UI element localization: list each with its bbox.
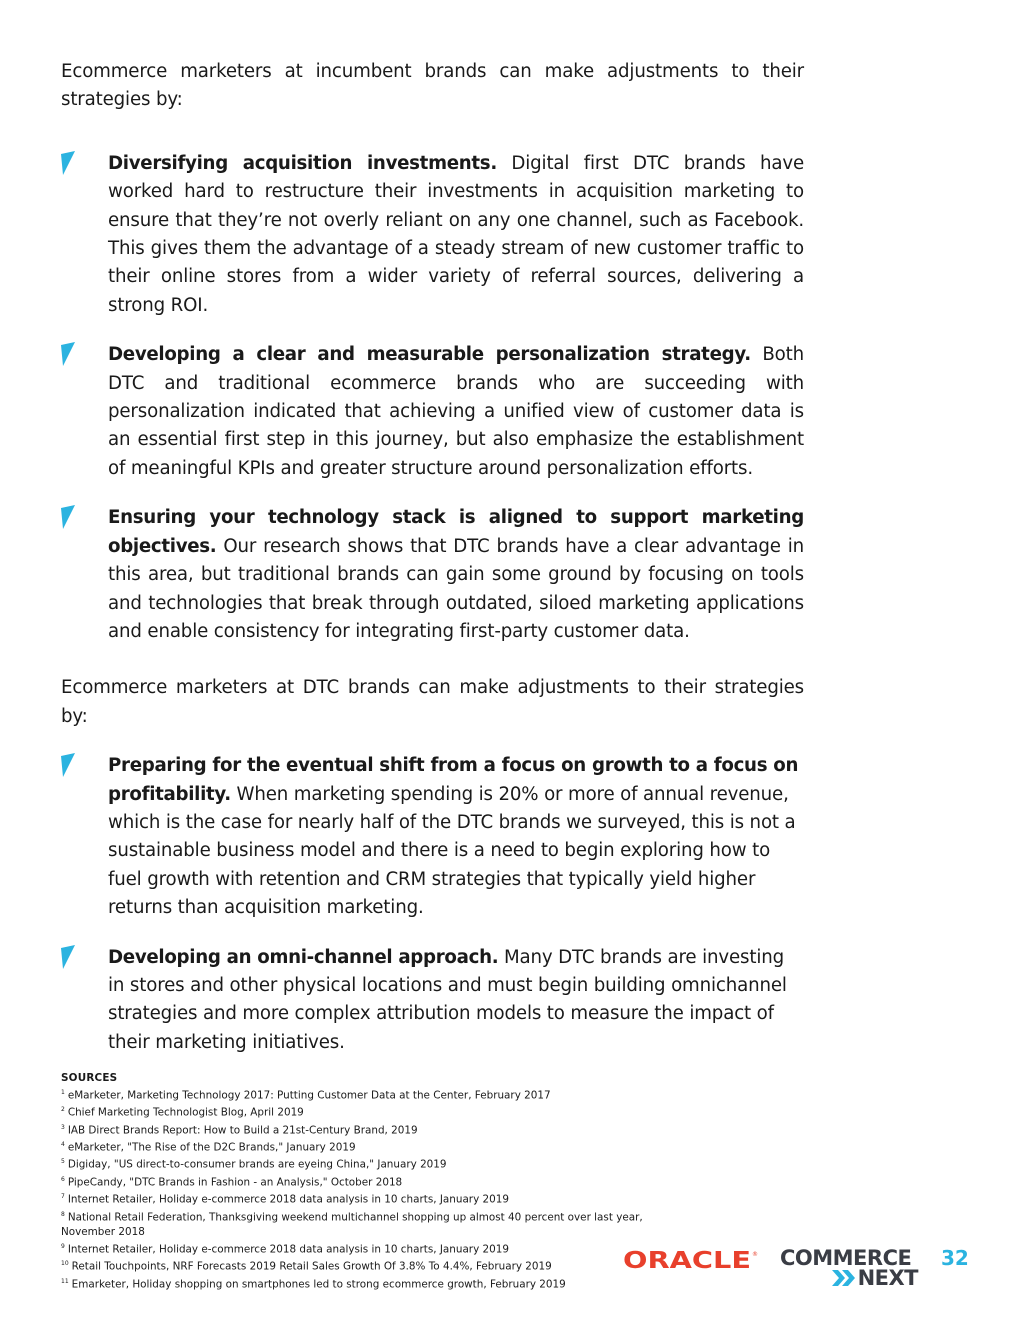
- source-item: [61, 1275, 661, 1292]
- sources-title: SOURCES: [61, 1072, 118, 1084]
- source-number: 3: [61, 1123, 65, 1131]
- source-text: Chief Marketing Technologist Blog, April 2019: [67, 1106, 304, 1119]
- bullet-marker-icon: [61, 505, 75, 529]
- source-text: Emarketer, Holiday shopping on smartphones led to strong ecommerce growth, February 2019: [71, 1278, 566, 1291]
- source-item: [61, 1121, 661, 1138]
- source-text: PipeCandy, "DTC Brands in Fashion - an Analysis," October 2018: [67, 1176, 403, 1189]
- source-text: eMarketer, Marketing Technology 2017: Putting Customer Data at the Center, February 2017: [67, 1089, 551, 1102]
- source-text: Internet Retailer, Holiday e-commerce 2018 data analysis in 10 charts, January 2019: [67, 1193, 509, 1206]
- source-item: [61, 1155, 661, 1172]
- source-item: [61, 1138, 661, 1155]
- commerce-next-logo-top: COMMERCE: [780, 1246, 912, 1270]
- bullet-marker-icon: [61, 342, 75, 366]
- bullet-marker-icon: [61, 753, 75, 777]
- source-item: [61, 1240, 661, 1257]
- source-text: Digiday, "US direct-to-consumer brands are eyeing China," January 2019: [67, 1158, 447, 1171]
- item-heading: Developing a clear and measurable personalization strategy.: [108, 344, 751, 366]
- list-item: [61, 752, 804, 922]
- oracle-logo-text: ORACLE: [623, 1248, 751, 1271]
- intro-incumbent: Ecommerce marketers at incumbent brands can make adjustments to their strategies by:: [61, 61, 804, 111]
- item-heading: Diversifying acquisition investments.: [108, 152, 497, 174]
- list-item: [61, 150, 804, 320]
- source-number: 8: [61, 1210, 65, 1218]
- source-text: Retail Touchpoints, NRF Forecasts 2019 Retail Sales Growth Of 3.8% To 4.4%, February 2019: [71, 1260, 552, 1273]
- item-body: Our research shows that DTC brands have a clear advantage in this area, but traditional brands can gain some ground by focusing on tools and technologies that break through outdated, siloed marketing applications and enable consistency for integrating first-party customer data.: [108, 535, 804, 642]
- source-number: 9: [61, 1242, 65, 1250]
- item-body: When marketing spending is 20% or more of annual revenue, which is the case for nearly half of the DTC brands we surveyed, this is not a sustainable business model and there is a need to begin exploring how to fuel growth with retention and CRM strategies that typically yield higher returns than acquisition marketing.: [108, 783, 796, 919]
- source-number: 1: [61, 1088, 65, 1096]
- source-item: [61, 1173, 661, 1190]
- page-number: 32: [941, 1246, 969, 1270]
- svg-text:®: ®: [752, 1251, 758, 1258]
- list-item: [61, 504, 804, 646]
- source-number: 4: [61, 1141, 65, 1149]
- source-item: [61, 1208, 661, 1240]
- source-number: 7: [61, 1193, 65, 1201]
- source-number: 10: [61, 1260, 69, 1268]
- intro-dtc: Ecommerce marketers at DTC brands can make adjustments to their strategies by:: [61, 677, 804, 727]
- source-number: 6: [61, 1175, 65, 1183]
- source-text: Internet Retailer, Holiday e-commerce 2018 data analysis in 10 charts, January 2019: [67, 1243, 509, 1256]
- double-chevron-icon: [832, 1269, 858, 1287]
- commerce-next-logo: [780, 1247, 920, 1289]
- source-text: National Retail Federation, Thanksgiving weekend multichannel shopping up almost 40 percent over last year, November 2018: [61, 1211, 643, 1238]
- source-number: 11: [61, 1277, 69, 1285]
- item-body: Digital first DTC brands have worked hard to restructure their investments in acquisition marketing to ensure that they’re not overly reliant on any one channel, such as Facebook. This gives them the advantage of a steady stream of new customer traffic to their online stores from a wider variety of referral sources, delivering a strong ROI.: [108, 152, 805, 316]
- oracle-logo: [623, 1247, 758, 1271]
- item-body: Many DTC brands are investing in stores and other physical locations and must begin building omnichannel strategies and more complex attribution models to measure the impact of their marketing initiatives.: [108, 946, 787, 1053]
- item-heading: Developing an omni-channel approach.: [108, 946, 499, 968]
- incumbent-strategy-list: [61, 150, 804, 647]
- source-item: [61, 1086, 661, 1103]
- source-text: IAB Direct Brands Report: How to Build a 21st-Century Brand, 2019: [67, 1124, 418, 1137]
- list-item: [61, 944, 804, 1058]
- item-heading: Preparing for the eventual shift from a focus on growth to a focus on profitability.: [108, 755, 799, 805]
- item-body: Both DTC and traditional ecommerce brands who are succeeding with personalization indicated that achieving a unified view of customer data is an essential first step in this journey, but also emphasize the establishment of meaningful KPIs and greater structure around personalization efforts.: [108, 344, 804, 479]
- dtc-strategy-list: [61, 752, 804, 1057]
- commerce-next-logo-bottom: NEXT: [857, 1266, 918, 1290]
- bullet-marker-icon: [61, 151, 75, 175]
- source-number: 2: [61, 1106, 65, 1114]
- source-item: [61, 1103, 661, 1120]
- source-text: eMarketer, "The Rise of the D2C Brands," January 2019: [67, 1141, 356, 1154]
- source-number: 5: [61, 1158, 65, 1166]
- source-item: [61, 1257, 661, 1274]
- main-content: [61, 58, 804, 1057]
- source-item: [61, 1190, 661, 1207]
- bullet-marker-icon: [61, 945, 75, 969]
- list-item: [61, 341, 804, 483]
- sources-section: [61, 1071, 661, 1292]
- item-heading: Ensuring your technology stack is aligned to support marketing objectives.: [108, 507, 804, 557]
